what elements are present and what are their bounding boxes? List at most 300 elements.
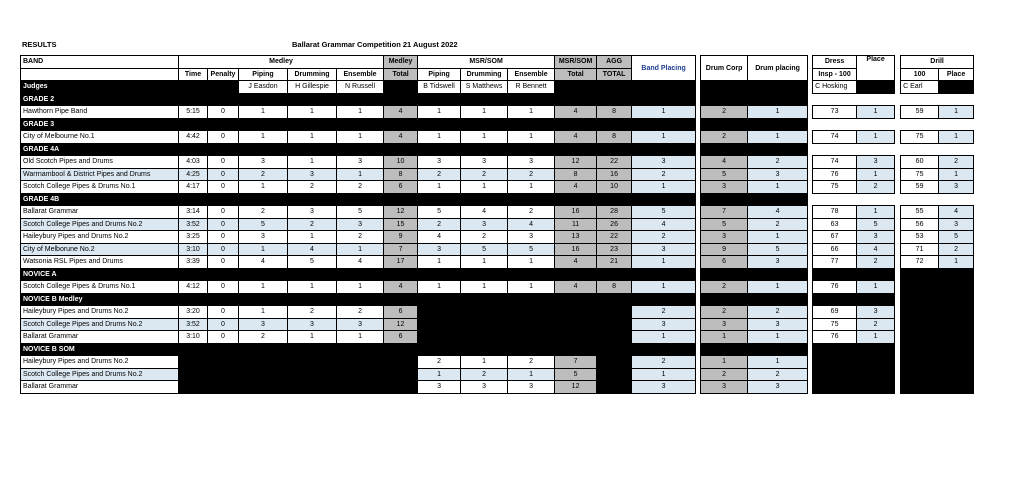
msr-drumming-cell: 1 bbox=[461, 256, 508, 269]
drumming-cell: 3 bbox=[288, 168, 337, 181]
ensemble-cell: 2 bbox=[337, 231, 384, 244]
penalty-cell: 0 bbox=[208, 318, 239, 331]
band-placing-cell: 3 bbox=[632, 381, 696, 394]
dress-place-cell: 1 bbox=[857, 168, 895, 181]
msr-piping-cell: 5 bbox=[418, 206, 461, 219]
msr-drumming-cell: 3 bbox=[461, 218, 508, 231]
msr-piping-header: Piping bbox=[418, 68, 461, 81]
msr-total-cell: 7 bbox=[555, 356, 597, 369]
msr-total-cell: 4 bbox=[555, 181, 597, 194]
band-name: Warrnambool & District Pipes and Drums bbox=[21, 168, 179, 181]
band-placing-cell: 2 bbox=[632, 231, 696, 244]
grade-label: GRADE 2 bbox=[21, 93, 179, 106]
grade-header-row bbox=[21, 143, 974, 156]
ensemble-cell: 2 bbox=[337, 181, 384, 194]
penalty-header: Penalty bbox=[208, 68, 239, 81]
ensemble-cell: 1 bbox=[337, 168, 384, 181]
msr-ensemble-header: Ensemble bbox=[508, 68, 555, 81]
agg-cell: 26 bbox=[597, 218, 632, 231]
msr-drumming-cell: 1 bbox=[461, 131, 508, 144]
dress-place-cell: 1 bbox=[857, 331, 895, 344]
ensemble-cell: 1 bbox=[337, 331, 384, 344]
msr-total-cell: 4 bbox=[555, 281, 597, 294]
band-placing-cell: 1 bbox=[632, 106, 696, 119]
band-row bbox=[21, 318, 974, 331]
drum-corp-cell: 3 bbox=[701, 231, 748, 244]
msr-drumming-cell: 1 bbox=[461, 281, 508, 294]
msr-total-cell: 11 bbox=[555, 218, 597, 231]
msr-piping-cell: 3 bbox=[418, 381, 461, 394]
time-cell: 3:52 bbox=[179, 318, 208, 331]
drum-placing-cell: 1 bbox=[748, 331, 808, 344]
drum-corp-cell: 1 bbox=[701, 331, 748, 344]
drill-place-cell: 2 bbox=[939, 243, 974, 256]
dress-place-cell: 1 bbox=[857, 106, 895, 119]
drill-cell: 53 bbox=[901, 231, 939, 244]
msr-piping-cell: 3 bbox=[418, 156, 461, 169]
dress-cell: 63 bbox=[813, 218, 857, 231]
drum-corp-cell: 2 bbox=[701, 281, 748, 294]
band-row bbox=[21, 131, 974, 144]
msr-total-cell: 13 bbox=[555, 231, 597, 244]
drill-cell: 75 bbox=[901, 131, 939, 144]
penalty-cell: 0 bbox=[208, 331, 239, 344]
dress-cell: 77 bbox=[813, 256, 857, 269]
band-row bbox=[21, 331, 974, 344]
drum-corp-cell: 2 bbox=[701, 368, 748, 381]
msr-total-cell: 12 bbox=[555, 156, 597, 169]
dress-cell: 66 bbox=[813, 243, 857, 256]
msr-piping-cell: 1 bbox=[418, 281, 461, 294]
msr-piping-cell: 3 bbox=[418, 243, 461, 256]
drumming-cell: 2 bbox=[288, 218, 337, 231]
band-placing-header: Band Placing bbox=[632, 56, 696, 81]
drum-placing-cell: 3 bbox=[748, 381, 808, 394]
msr-drumming-cell: 2 bbox=[461, 168, 508, 181]
drumming-cell: 5 bbox=[288, 256, 337, 269]
dress-place-cell: 2 bbox=[857, 256, 895, 269]
drill-place-cell: 5 bbox=[939, 231, 974, 244]
msr-ensemble-cell: 3 bbox=[508, 381, 555, 394]
grade-header-row bbox=[21, 193, 974, 206]
piping-header: Piping bbox=[239, 68, 288, 81]
band-row bbox=[21, 243, 974, 256]
msr-total-cell: 4 bbox=[555, 256, 597, 269]
agg-cell: 22 bbox=[597, 231, 632, 244]
penalty-cell: 0 bbox=[208, 181, 239, 194]
drumming-cell: 1 bbox=[288, 156, 337, 169]
medley-total-cell: 4 bbox=[384, 106, 418, 119]
msr-total-header-top: MSR/SOM bbox=[555, 56, 597, 69]
band-placing-cell: 3 bbox=[632, 156, 696, 169]
band-row bbox=[21, 106, 974, 119]
piping-cell: 1 bbox=[239, 306, 288, 319]
band-name: Haileybury Pipes and Drums No.2 bbox=[21, 306, 179, 319]
drum-placing-cell: 2 bbox=[748, 156, 808, 169]
drill-cell: 71 bbox=[901, 243, 939, 256]
medley-group-header: Medley bbox=[179, 56, 384, 69]
header-row-2 bbox=[21, 68, 974, 81]
drumming-cell: 3 bbox=[288, 206, 337, 219]
drum-placing-cell: 2 bbox=[748, 306, 808, 319]
dress-cell: 75 bbox=[813, 181, 857, 194]
drill-header: 100 bbox=[901, 68, 939, 81]
drum-placing-cell: 1 bbox=[748, 231, 808, 244]
band-name: Scotch College Pipes & Drums No.1 bbox=[21, 281, 179, 294]
time-cell: 4:42 bbox=[179, 131, 208, 144]
drum-placing-cell: 3 bbox=[748, 318, 808, 331]
drum-placing-cell: 1 bbox=[748, 356, 808, 369]
grade-label: NOVICE B SOM bbox=[21, 343, 179, 356]
piping-cell: 4 bbox=[239, 256, 288, 269]
dress-cell: 69 bbox=[813, 306, 857, 319]
band-name: Ballarat Grammar bbox=[21, 381, 179, 394]
penalty-cell: 0 bbox=[208, 106, 239, 119]
medley-total-header-top: Medley bbox=[384, 56, 418, 69]
msr-ensemble-cell: 5 bbox=[508, 243, 555, 256]
drum-placing-cell: 1 bbox=[748, 181, 808, 194]
judge-msr-drumming: S Matthews bbox=[461, 81, 508, 94]
medley-total-cell: 15 bbox=[384, 218, 418, 231]
agg-header-top: AGG bbox=[597, 56, 632, 69]
drum-corp-cell: 3 bbox=[701, 318, 748, 331]
penalty-cell: 0 bbox=[208, 256, 239, 269]
drumming-cell: 1 bbox=[288, 106, 337, 119]
penalty-cell: 0 bbox=[208, 156, 239, 169]
medley-total-cell: 7 bbox=[384, 243, 418, 256]
time-cell: 3:10 bbox=[179, 243, 208, 256]
msr-drumming-cell: 2 bbox=[461, 231, 508, 244]
drum-placing-cell: 4 bbox=[748, 206, 808, 219]
msr-ensemble-cell: 3 bbox=[508, 156, 555, 169]
msr-total-cell: 4 bbox=[555, 131, 597, 144]
grade-label: GRADE 4B bbox=[21, 193, 179, 206]
judge-dress: C Hosking bbox=[813, 81, 857, 94]
band-name: Haileybury Pipes and Drums No.2 bbox=[21, 356, 179, 369]
drumming-cell: 1 bbox=[288, 231, 337, 244]
piping-cell: 3 bbox=[239, 318, 288, 331]
penalty-cell: 0 bbox=[208, 243, 239, 256]
time-cell: 5:15 bbox=[179, 106, 208, 119]
time-cell: 4:25 bbox=[179, 168, 208, 181]
agg-cell: 16 bbox=[597, 168, 632, 181]
time-cell: 4:17 bbox=[179, 181, 208, 194]
msr-drumming-cell: 2 bbox=[461, 368, 508, 381]
medley-total-cell: 17 bbox=[384, 256, 418, 269]
msr-piping-cell: 1 bbox=[418, 181, 461, 194]
band-placing-cell: 1 bbox=[632, 131, 696, 144]
drum-corp-cell: 4 bbox=[701, 156, 748, 169]
dress-header: Insp - 100 bbox=[813, 68, 857, 81]
msr-drumming-cell: 1 bbox=[461, 106, 508, 119]
agg-cell: 8 bbox=[597, 281, 632, 294]
msr-total-cell: 16 bbox=[555, 243, 597, 256]
band-row bbox=[21, 368, 974, 381]
ensemble-cell: 5 bbox=[337, 206, 384, 219]
band-placing-cell: 2 bbox=[632, 306, 696, 319]
time-cell: 3:14 bbox=[179, 206, 208, 219]
time-cell: 3:39 bbox=[179, 256, 208, 269]
dress-cell: 74 bbox=[813, 131, 857, 144]
dress-place-cell: 5 bbox=[857, 218, 895, 231]
drumming-cell: 2 bbox=[288, 181, 337, 194]
grade-header-row bbox=[21, 93, 974, 106]
msr-ensemble-cell: 1 bbox=[508, 181, 555, 194]
medley-total-cell: 4 bbox=[384, 281, 418, 294]
ensemble-cell: 1 bbox=[337, 243, 384, 256]
band-row bbox=[21, 218, 974, 231]
time-header: Time bbox=[179, 68, 208, 81]
dress-place-cell: 2 bbox=[857, 181, 895, 194]
drum-placing-cell: 2 bbox=[748, 218, 808, 231]
msr-drumming-cell: 3 bbox=[461, 381, 508, 394]
time-cell: 3:20 bbox=[179, 306, 208, 319]
piping-cell: 1 bbox=[239, 281, 288, 294]
drum-corp-cell: 3 bbox=[701, 381, 748, 394]
dress-cell: 75 bbox=[813, 318, 857, 331]
dress-place-cell: 1 bbox=[857, 131, 895, 144]
band-name: Scotch College Pipes and Drums No.2 bbox=[21, 218, 179, 231]
medley-total-cell: 12 bbox=[384, 318, 418, 331]
drum-corp-cell: 5 bbox=[701, 218, 748, 231]
drum-corp-cell: 2 bbox=[701, 131, 748, 144]
msr-total-cell: 16 bbox=[555, 206, 597, 219]
dress-header-top: Dress bbox=[813, 56, 857, 69]
band-placing-cell: 1 bbox=[632, 331, 696, 344]
drumming-cell: 4 bbox=[288, 243, 337, 256]
penalty-cell: 0 bbox=[208, 206, 239, 219]
band-row bbox=[21, 168, 974, 181]
msr-group-header: MSR/SOM bbox=[418, 56, 555, 69]
band-row bbox=[21, 181, 974, 194]
ensemble-header: Ensemble bbox=[337, 68, 384, 81]
medley-total-cell: 4 bbox=[384, 131, 418, 144]
msr-piping-cell: 1 bbox=[418, 256, 461, 269]
drum-placing-cell: 3 bbox=[748, 256, 808, 269]
page-heading: RESULTS bbox=[22, 40, 57, 49]
drill-place-cell: 3 bbox=[939, 218, 974, 231]
msr-ensemble-cell: 1 bbox=[508, 131, 555, 144]
dress-place-cell: 1 bbox=[857, 281, 895, 294]
drum-corp-cell: 1 bbox=[701, 356, 748, 369]
band-name: City of Melborune No.2 bbox=[21, 243, 179, 256]
band-placing-cell: 1 bbox=[632, 368, 696, 381]
ensemble-cell: 1 bbox=[337, 106, 384, 119]
results-table bbox=[20, 55, 974, 394]
band-row bbox=[21, 306, 974, 319]
dress-place-cell: 4 bbox=[857, 243, 895, 256]
band-placing-cell: 2 bbox=[632, 356, 696, 369]
drum-corp-cell: 5 bbox=[701, 168, 748, 181]
msr-ensemble-cell: 1 bbox=[508, 256, 555, 269]
band-name: City of Melbourne No.1 bbox=[21, 131, 179, 144]
medley-total-cell: 12 bbox=[384, 206, 418, 219]
msr-drumming-cell: 4 bbox=[461, 206, 508, 219]
drumming-cell: 3 bbox=[288, 318, 337, 331]
drill-cell: 75 bbox=[901, 168, 939, 181]
medley-total-header: Total bbox=[384, 68, 418, 81]
grade-header-row bbox=[21, 343, 974, 356]
msr-ensemble-cell: 2 bbox=[508, 206, 555, 219]
msr-total-header: Total bbox=[555, 68, 597, 81]
medley-total-cell: 9 bbox=[384, 231, 418, 244]
drill-cell: 59 bbox=[901, 181, 939, 194]
dress-cell: 67 bbox=[813, 231, 857, 244]
piping-cell: 2 bbox=[239, 206, 288, 219]
dress-place-cell: 1 bbox=[857, 206, 895, 219]
band-placing-cell: 3 bbox=[632, 318, 696, 331]
drill-cell: 72 bbox=[901, 256, 939, 269]
dress-cell: 76 bbox=[813, 168, 857, 181]
judge-drill: C Earl bbox=[901, 81, 939, 94]
drill-place-header: Place bbox=[939, 68, 974, 81]
drumming-header: Drumming bbox=[288, 68, 337, 81]
drill-place-cell: 1 bbox=[939, 256, 974, 269]
penalty-cell: 0 bbox=[208, 281, 239, 294]
msr-total-cell: 4 bbox=[555, 106, 597, 119]
grade-label: GRADE 4A bbox=[21, 143, 179, 156]
msr-drumming-cell: 1 bbox=[461, 181, 508, 194]
msr-drumming-cell: 3 bbox=[461, 156, 508, 169]
drumming-cell: 1 bbox=[288, 331, 337, 344]
band-row bbox=[21, 256, 974, 269]
judge-msr-ensemble: R Bennett bbox=[508, 81, 555, 94]
band-placing-cell: 1 bbox=[632, 181, 696, 194]
time-cell: 3:25 bbox=[179, 231, 208, 244]
band-placing-cell: 1 bbox=[632, 281, 696, 294]
piping-cell: 3 bbox=[239, 156, 288, 169]
band-placing-cell: 5 bbox=[632, 206, 696, 219]
ensemble-cell: 3 bbox=[337, 218, 384, 231]
drill-header-top: Drill bbox=[901, 56, 974, 69]
penalty-cell: 0 bbox=[208, 131, 239, 144]
drill-cell: 59 bbox=[901, 106, 939, 119]
penalty-cell: 0 bbox=[208, 218, 239, 231]
msr-ensemble-cell: 4 bbox=[508, 218, 555, 231]
ensemble-cell: 2 bbox=[337, 306, 384, 319]
judge-msr-piping: B Tidswell bbox=[418, 81, 461, 94]
band-row bbox=[21, 356, 974, 369]
piping-cell: 3 bbox=[239, 231, 288, 244]
drill-cell: 56 bbox=[901, 218, 939, 231]
piping-cell: 2 bbox=[239, 168, 288, 181]
msr-drumming-cell: 5 bbox=[461, 243, 508, 256]
drill-place-cell: 2 bbox=[939, 156, 974, 169]
msr-total-cell: 8 bbox=[555, 168, 597, 181]
drum-corp-cell: 2 bbox=[701, 106, 748, 119]
piping-cell: 1 bbox=[239, 181, 288, 194]
msr-piping-cell: 2 bbox=[418, 356, 461, 369]
agg-cell: 23 bbox=[597, 243, 632, 256]
band-name: Watsonia RSL Pipes and Drums bbox=[21, 256, 179, 269]
grade-header-row bbox=[21, 118, 974, 131]
dress-cell: 73 bbox=[813, 106, 857, 119]
band-name: Ballarat Grammar bbox=[21, 331, 179, 344]
time-cell: 4:03 bbox=[179, 156, 208, 169]
msr-piping-cell: 1 bbox=[418, 131, 461, 144]
dress-place-header: Place bbox=[857, 56, 895, 81]
dress-place-cell: 3 bbox=[857, 156, 895, 169]
msr-ensemble-cell: 3 bbox=[508, 231, 555, 244]
band-name: Hawthorn Pipe Band bbox=[21, 106, 179, 119]
band-placing-cell: 1 bbox=[632, 256, 696, 269]
agg-cell: 8 bbox=[597, 106, 632, 119]
grade-label: GRADE 3 bbox=[21, 118, 179, 131]
band-name: Old Scotch Pipes and Drums bbox=[21, 156, 179, 169]
msr-drumming-cell: 1 bbox=[461, 356, 508, 369]
grade-label: NOVICE A bbox=[21, 268, 179, 281]
judges-label: Judges bbox=[21, 81, 179, 94]
drill-place-cell: 1 bbox=[939, 106, 974, 119]
piping-cell: 5 bbox=[239, 218, 288, 231]
dress-place-cell: 3 bbox=[857, 306, 895, 319]
band-placing-cell: 3 bbox=[632, 243, 696, 256]
drum-corp-cell: 3 bbox=[701, 181, 748, 194]
drum-corp-cell: 2 bbox=[701, 306, 748, 319]
drumming-cell: 2 bbox=[288, 306, 337, 319]
penalty-cell: 0 bbox=[208, 231, 239, 244]
ensemble-cell: 4 bbox=[337, 256, 384, 269]
band-row bbox=[21, 156, 974, 169]
drum-placing-cell: 3 bbox=[748, 168, 808, 181]
msr-piping-cell: 1 bbox=[418, 368, 461, 381]
dress-cell: 76 bbox=[813, 281, 857, 294]
grade-header-row bbox=[21, 268, 974, 281]
dress-cell: 74 bbox=[813, 156, 857, 169]
competition-title: Ballarat Grammar Competition 21 August 2022 bbox=[292, 40, 458, 49]
band-row bbox=[21, 381, 974, 394]
band-name: Scotch College Pipes & Drums No.1 bbox=[21, 181, 179, 194]
drum-placing-cell: 1 bbox=[748, 281, 808, 294]
msr-ensemble-cell: 2 bbox=[508, 356, 555, 369]
band-row bbox=[21, 206, 974, 219]
msr-total-cell: 5 bbox=[555, 368, 597, 381]
msr-ensemble-cell: 1 bbox=[508, 281, 555, 294]
piping-cell: 1 bbox=[239, 131, 288, 144]
judge-medley-ensemble: N Russell bbox=[337, 81, 384, 94]
judge-medley-drumming: H Gillespie bbox=[288, 81, 337, 94]
msr-ensemble-cell: 1 bbox=[508, 106, 555, 119]
piping-cell: 1 bbox=[239, 243, 288, 256]
band-header: BAND bbox=[21, 56, 179, 69]
msr-piping-cell: 4 bbox=[418, 231, 461, 244]
msr-piping-cell: 1 bbox=[418, 106, 461, 119]
band-placing-cell: 4 bbox=[632, 218, 696, 231]
piping-cell: 2 bbox=[239, 331, 288, 344]
agg-cell: 10 bbox=[597, 181, 632, 194]
dress-cell: 76 bbox=[813, 331, 857, 344]
msr-piping-cell: 2 bbox=[418, 168, 461, 181]
band-placing-cell: 2 bbox=[632, 168, 696, 181]
penalty-cell: 0 bbox=[208, 306, 239, 319]
drill-place-cell: 3 bbox=[939, 181, 974, 194]
drum-corp-header: Drum Corp bbox=[701, 56, 748, 81]
dress-place-cell: 2 bbox=[857, 318, 895, 331]
medley-total-cell: 6 bbox=[384, 306, 418, 319]
drumming-cell: 1 bbox=[288, 281, 337, 294]
msr-total-cell: 12 bbox=[555, 381, 597, 394]
medley-total-cell: 6 bbox=[384, 331, 418, 344]
drill-cell: 60 bbox=[901, 156, 939, 169]
drill-place-cell: 1 bbox=[939, 168, 974, 181]
judge-medley-piping: J Easdon bbox=[239, 81, 288, 94]
msr-ensemble-cell: 1 bbox=[508, 368, 555, 381]
drill-place-cell: 4 bbox=[939, 206, 974, 219]
ensemble-cell: 1 bbox=[337, 281, 384, 294]
band-row bbox=[21, 231, 974, 244]
band-row bbox=[21, 281, 974, 294]
medley-total-cell: 10 bbox=[384, 156, 418, 169]
